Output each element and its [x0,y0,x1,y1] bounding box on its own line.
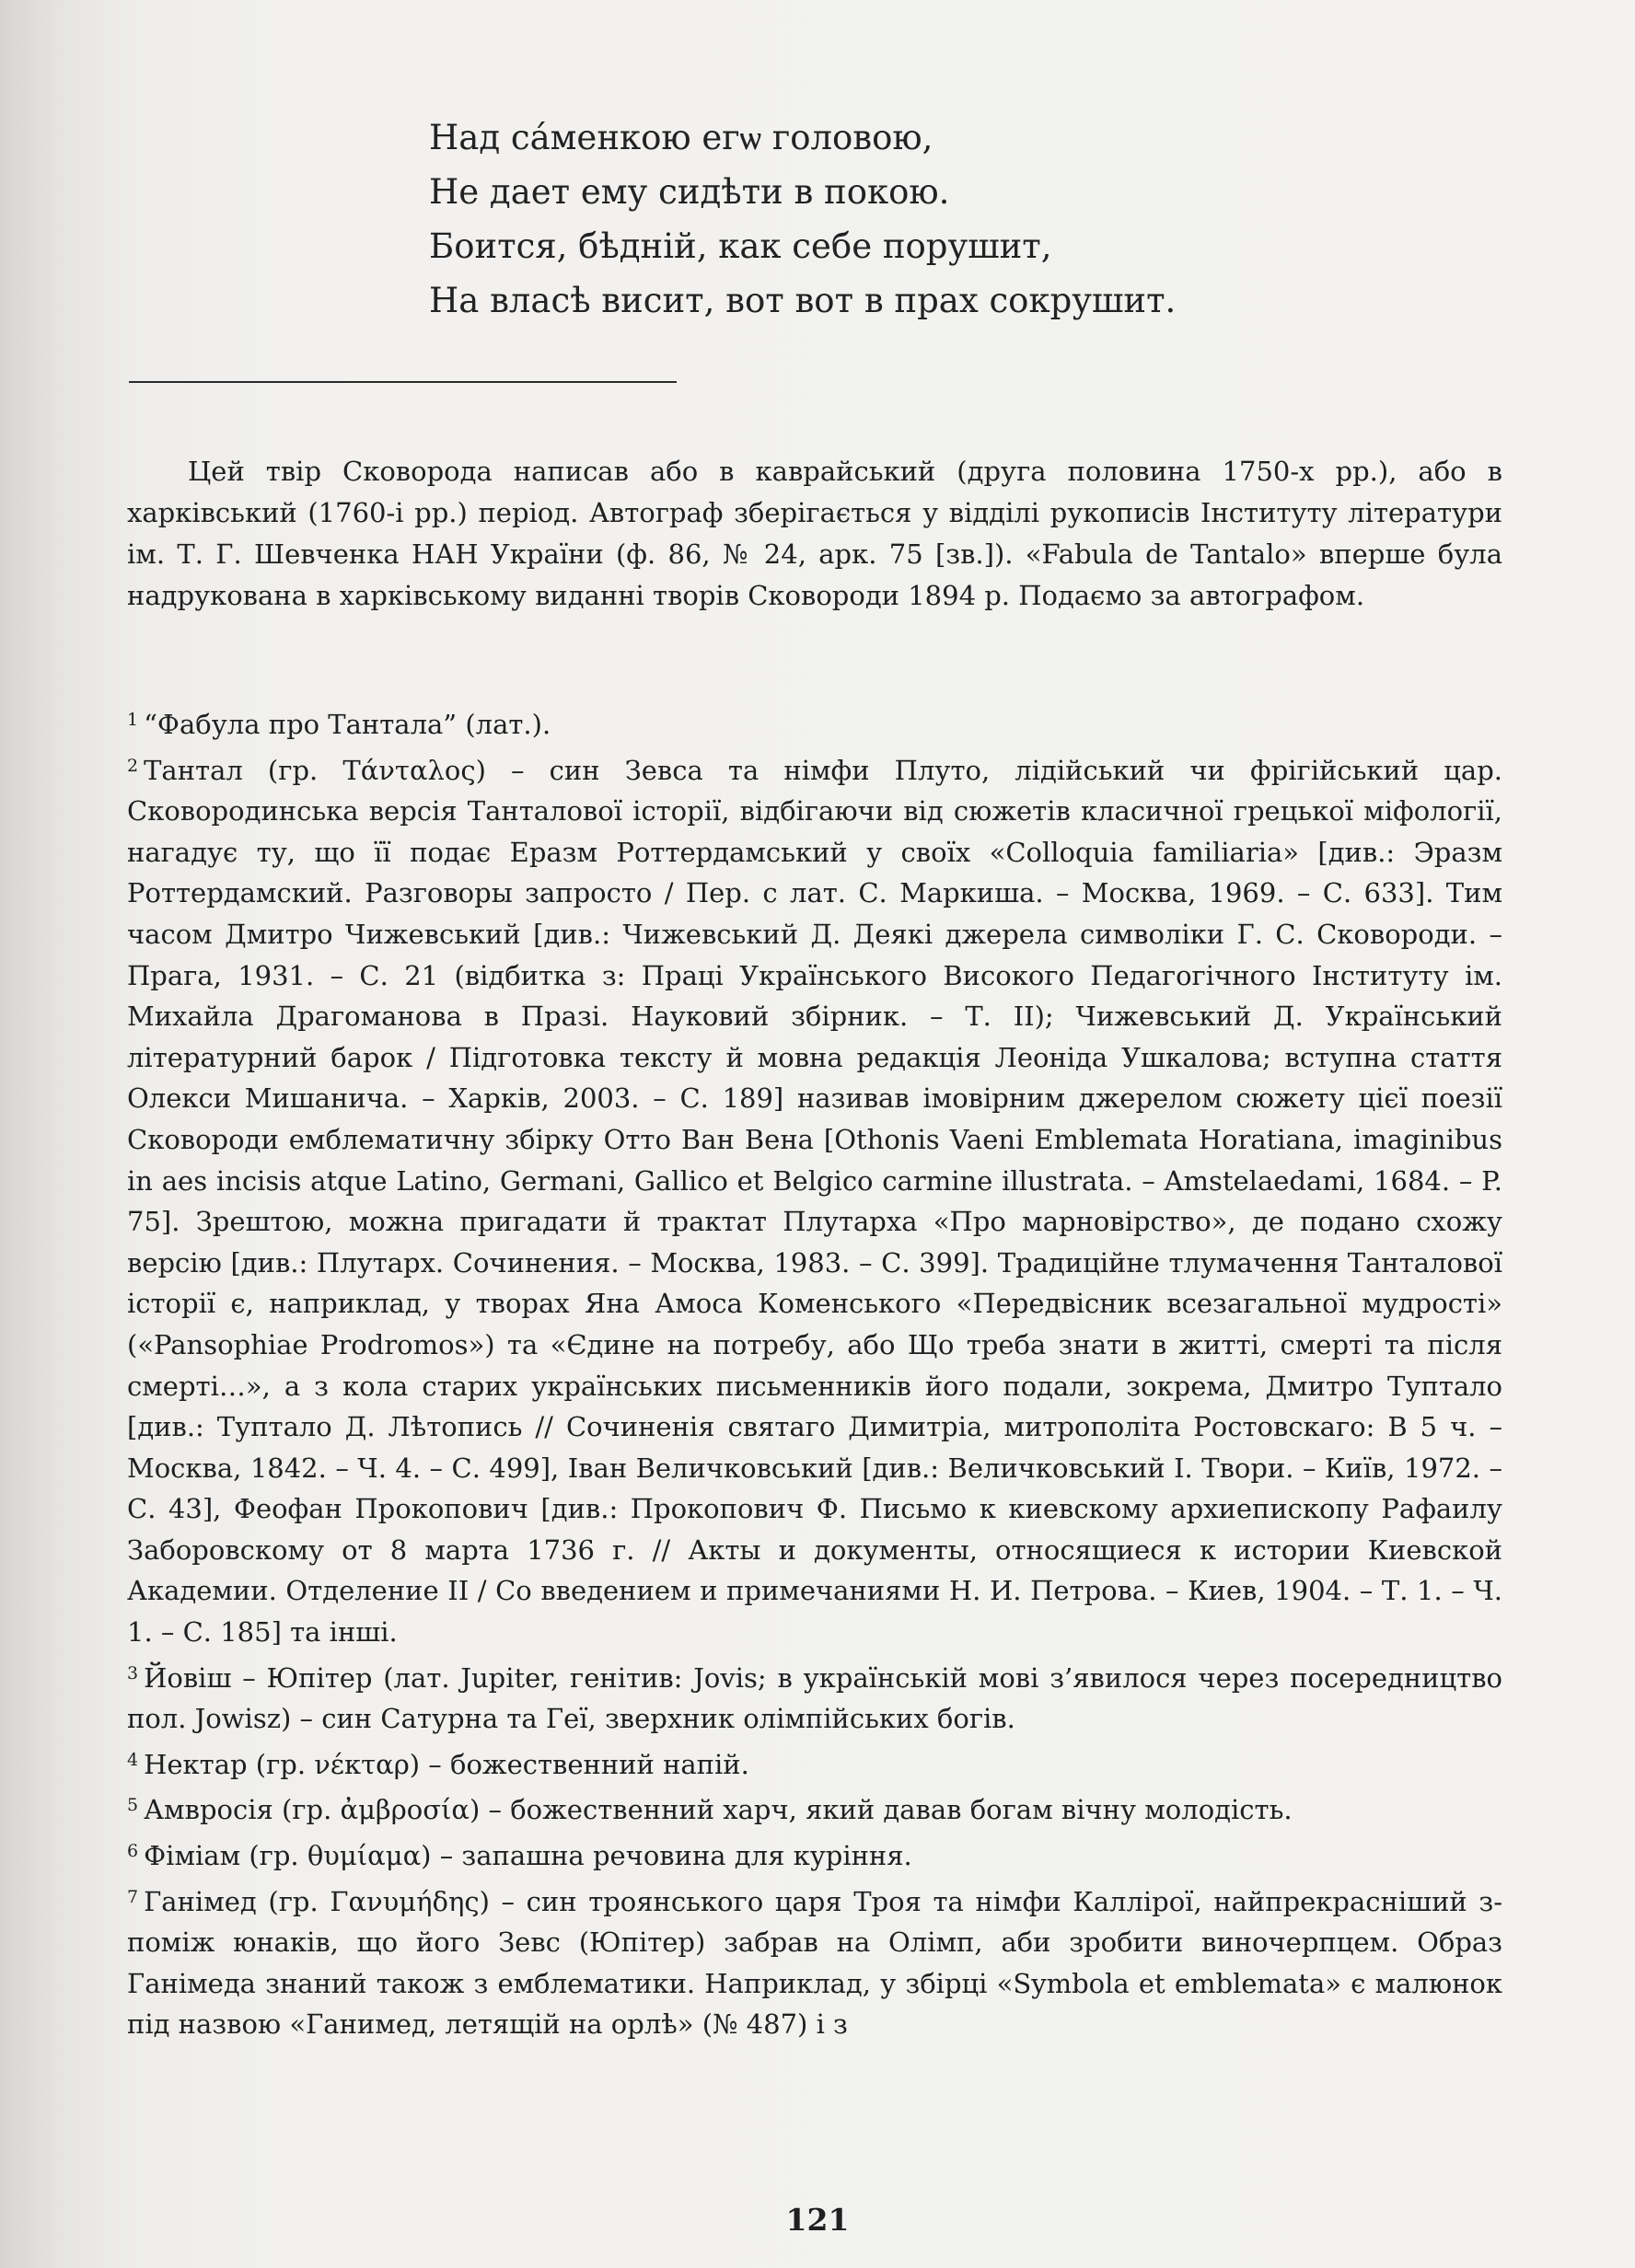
footnote-text: Тантал (гр. Τάνταλος) – син Зевса та німфи Плуто, лідійський чи фрігійський цар. Сковородинська версія Танталової історії, відбігаючи від сюжетів класичної грецької міфології, нагадує ту, що її подає Еразм Роттердамський у своїх «Colloquia familiaria» [див.: Эразм Роттердамский. Разговоры запросто / Пер. с лат. С. Маркиша. – Москва, 1969. – С. 633]. Тим часом Дмитро Чижевський [див.: Чижевський Д. Деякі джерела символіки Г. С. Сковороди. – Прага, 1931. – С. 21 (відбитка з: Праці Українського Високого Педагогічного Інституту ім. Михайла Драгоманова в Празі. Науковий збірник. – Т. II); Чижевський Д. Український літературний барок / Підготовка тексту й мовна редакція Леоніда Ушкалова; вступна стаття Олекси Мишанича. – Харків, 2003. – С. 189] називав імовірним джерелом сюжету цієї поезії Сковороди емблематичну збірку Отто Ван Вена [Othonis Vaeni Emblemata Horatiana, imaginibus in aes incisis atque Latino, Germani, Gallico et Belgico carmine illustrata. – Amstelaedami, 1684. – P. 75]. Зрештою, можна пригадати й трактат Плутарха «Про марновірство», де подано схожу версію [див.: Плутарх. Сочинения. – Москва, 1983. – С. 399]. Традиційне тлумачення Танталової історії є, наприклад, у творах Яна Амоса Коменського «Передвісник всезагальної мудрості» («Pansophiae Prodromos») та «Єдине на потребу, або Що треба знати в житті, смерті та після смерті…», а з кола старих українських письменників його подали, зокрема, Дмитро Туптало [див.: Туптало Д. Лѣтопись // Сочиненія святаго Димитріа, митрополіта Ростовскаго: В 5 ч. – Москва, 1842. – Ч. 4. – С. 499], Іван Величковський [див.: Величковський І. Твори. – Київ, 1972. – С. 43], Феофан Прокопович [див.: Прокопович Ф. Письмо к киевскому архиепископу Рафаилу Заборовскому от 8 марта 1736 г. // Акты и документы, относящиеся к истории Киевской Академии. Отделение II / Со введением и примечаниями Н. И. Петрова. – Киев, 1904. – Т. 1. – Ч. 1. – С. 185] та інші. [127,754,1502,1649]
commentary-paragraph: Цей твір Сковорода написав або в каврайський (друга половина 1750-х рр.), або в харківський (1760-і рр.) період. Автограф зберігається у відділі рукописів Інституту літератури ім. Т. Г. Шевченка НАН України (ф. 86, № 24, арк. 75 [зв.]). «Fabula de Tantalo» вперше була надрукована в харківському виданні творів Сковороди 1894 р. Подаємо за автографом. [127,456,1502,611]
poem-line: Боится, бѣдній, как себе порушит, [429,226,1052,266]
footnote-number: 6 [127,1841,139,1862]
footnote-text: “Фабула про Тантала” (лат.). [144,709,551,740]
footnote [127,1653,1502,1740]
footnote-text: Амвросія (гр. ἀμβροσία) – божественний харч, який давав богам вічну молодість. [144,1794,1293,1826]
footnote-number: 1 [127,710,139,730]
footnote-text: Ганімед (гр. Γανυμήδης) – син троянського царя Троя та німфи Каллірої, найпрекрасніший з-поміж юнаків, що його Зевс (Юпітер) забрав на Олімп, аби зробити виночерпцем. Образ Ганімеда знаний також з емблематики. Наприклад, у збірці «Symbola et emblemata» є малюнок під назвою «Ганимед, летящій на орлѣ» (№ 487) і з [127,1885,1502,2041]
footnote-number: 4 [127,1749,139,1770]
footnote-number: 5 [127,1795,139,1816]
section-divider [129,381,677,383]
poem-stanza [429,110,1176,328]
footnote [127,1877,1502,2045]
footnote [127,1831,1502,1877]
footnote-text: Фіміам (гр. θυμίαμα) – запашна речовина для куріння. [144,1840,912,1872]
footnote-number: 2 [127,755,139,776]
footnote [127,746,1502,1653]
footnote-number: 3 [127,1662,139,1684]
footnote-number: 7 [127,1886,139,1907]
footnotes [127,700,1502,2045]
poem-line: На власѣ висит, вот вот в прах сокрушит. [429,281,1177,320]
poem-line: Не дает ему сидѣти в покою. [429,172,950,212]
footnote-text: Йовіш – Юпітер (лат. Jupiter, генітив: Jovis; в українській мові з’явилося через посередництво пол. Jowisz) – син Сатурна та Геї, зверхник олімпійських богів. [127,1661,1502,1735]
footnote [127,700,1502,746]
poem-line: Над са́менкою егѡ головою, [429,118,933,157]
footnote [127,1740,1502,1786]
footnote [127,1785,1502,1831]
page-number: 121 [785,2202,850,2238]
footnote-text: Нектар (гр. νέκταρ) – божественний напій. [144,1748,749,1780]
